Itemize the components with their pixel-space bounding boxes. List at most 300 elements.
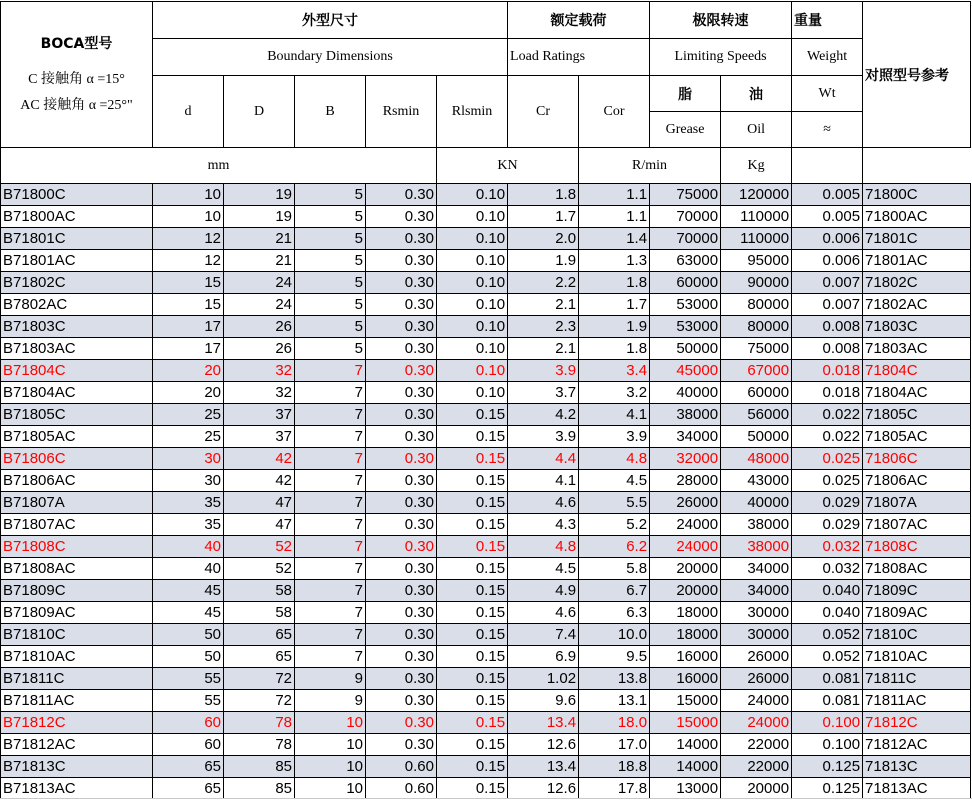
cell-grease-speed: 16000 [650, 646, 721, 668]
cell-weight: 0.018 [792, 382, 863, 404]
cell-reference: 71805AC [863, 426, 971, 448]
cell-cor: 1.9 [579, 316, 650, 338]
cell-B: 5 [295, 338, 366, 360]
cell-cor: 10.0 [579, 624, 650, 646]
cell-cr: 12.6 [508, 778, 579, 800]
weight-en-header: Weight [792, 39, 863, 76]
cell-oil-speed: 120000 [721, 184, 792, 206]
bearing-spec-table [0, 1, 971, 800]
cell-cor: 3.4 [579, 360, 650, 382]
cell-reference: 71811C [863, 668, 971, 690]
cell-model: B71807AC [1, 514, 153, 536]
cell-oil-speed: 75000 [721, 338, 792, 360]
cell-oil-speed: 34000 [721, 580, 792, 602]
cell-oil-speed: 30000 [721, 602, 792, 624]
cell-grease-speed: 70000 [650, 228, 721, 250]
col-B-header: B [295, 76, 366, 148]
cell-weight: 0.125 [792, 756, 863, 778]
cell-cor: 13.1 [579, 690, 650, 712]
cell-r1smin: 0.15 [437, 492, 508, 514]
cell-reference: 71802C [863, 272, 971, 294]
cell-oil-speed: 90000 [721, 272, 792, 294]
cell-cr: 4.3 [508, 514, 579, 536]
cell-reference: 71806AC [863, 470, 971, 492]
cell-d: 30 [153, 470, 224, 492]
cell-B: 7 [295, 580, 366, 602]
cell-cr: 9.6 [508, 690, 579, 712]
cell-grease-speed: 20000 [650, 558, 721, 580]
cell-cor: 1.8 [579, 338, 650, 360]
cell-d: 35 [153, 514, 224, 536]
cell-r1smin: 0.10 [437, 250, 508, 272]
cell-model: B71801AC [1, 250, 153, 272]
cell-weight: 0.006 [792, 228, 863, 250]
cell-cor: 1.4 [579, 228, 650, 250]
cell-reference: 71807AC [863, 514, 971, 536]
cell-cor: 17.0 [579, 734, 650, 756]
cell-cr: 4.8 [508, 536, 579, 558]
cell-rsmin: 0.30 [366, 294, 437, 316]
table-row [1, 734, 971, 756]
cell-r1smin: 0.10 [437, 382, 508, 404]
cell-B: 7 [295, 624, 366, 646]
cell-weight: 0.005 [792, 184, 863, 206]
table-row [1, 360, 971, 382]
cell-B: 9 [295, 690, 366, 712]
cell-B: 7 [295, 536, 366, 558]
cell-cor: 17.8 [579, 778, 650, 800]
cell-rsmin: 0.30 [366, 734, 437, 756]
cell-cr: 13.4 [508, 712, 579, 734]
cell-cr: 2.2 [508, 272, 579, 294]
cell-rsmin: 0.60 [366, 756, 437, 778]
cell-grease-speed: 26000 [650, 492, 721, 514]
cell-weight: 0.125 [792, 778, 863, 800]
wt-header: Wt [792, 76, 863, 112]
cell-cr: 4.6 [508, 492, 579, 514]
cell-B: 5 [295, 228, 366, 250]
cell-d: 15 [153, 272, 224, 294]
cell-D: 58 [224, 580, 295, 602]
cell-weight: 0.007 [792, 294, 863, 316]
cell-rsmin: 0.30 [366, 602, 437, 624]
cell-r1smin: 0.15 [437, 690, 508, 712]
cell-model: B71807A [1, 492, 153, 514]
cell-model: B71810C [1, 624, 153, 646]
cell-reference: 71805C [863, 404, 971, 426]
cell-D: 58 [224, 602, 295, 624]
cell-grease-speed: 24000 [650, 536, 721, 558]
cell-cor: 5.8 [579, 558, 650, 580]
cell-D: 21 [224, 228, 295, 250]
cell-cr: 1.8 [508, 184, 579, 206]
cell-reference: 71808C [863, 536, 971, 558]
unit-kn: KN [437, 148, 579, 184]
cell-cor: 13.8 [579, 668, 650, 690]
cell-cor: 3.2 [579, 382, 650, 404]
cell-rsmin: 0.60 [366, 778, 437, 800]
cell-D: 32 [224, 382, 295, 404]
table-row [1, 404, 971, 426]
cell-oil-speed: 110000 [721, 206, 792, 228]
table-row [1, 602, 971, 624]
cell-weight: 0.022 [792, 426, 863, 448]
cell-d: 40 [153, 536, 224, 558]
cell-reference: 71800AC [863, 206, 971, 228]
cell-grease-speed: 16000 [650, 668, 721, 690]
cell-D: 85 [224, 778, 295, 800]
cell-grease-speed: 60000 [650, 272, 721, 294]
cell-model: B71811AC [1, 690, 153, 712]
cell-reference: 71809C [863, 580, 971, 602]
cell-cor: 4.8 [579, 448, 650, 470]
cell-d: 25 [153, 404, 224, 426]
contact-angle-c: C 接触角 α =15° [28, 71, 125, 87]
cell-r1smin: 0.10 [437, 184, 508, 206]
cell-model: B71804AC [1, 382, 153, 404]
table-row [1, 646, 971, 668]
cell-cr: 3.9 [508, 426, 579, 448]
cell-grease-speed: 24000 [650, 514, 721, 536]
grease-cn-header: 脂 [650, 76, 721, 112]
cell-weight: 0.081 [792, 690, 863, 712]
cell-model: B71806AC [1, 470, 153, 492]
table-row [1, 250, 971, 272]
table-row [1, 492, 971, 514]
cell-d: 65 [153, 756, 224, 778]
oil-cn-header: 油 [721, 76, 792, 112]
cell-cr: 3.9 [508, 360, 579, 382]
cell-weight: 0.018 [792, 360, 863, 382]
cell-B: 5 [295, 294, 366, 316]
cell-B: 7 [295, 558, 366, 580]
unit-kg: Kg [721, 148, 792, 184]
cell-cr: 13.4 [508, 756, 579, 778]
cell-cr: 3.7 [508, 382, 579, 404]
cell-reference: 71804AC [863, 382, 971, 404]
cell-r1smin: 0.10 [437, 338, 508, 360]
cell-r1smin: 0.15 [437, 624, 508, 646]
cell-reference: 71800C [863, 184, 971, 206]
cell-oil-speed: 50000 [721, 426, 792, 448]
cell-oil-speed: 67000 [721, 360, 792, 382]
table-row [1, 536, 971, 558]
cell-model: B71805AC [1, 426, 153, 448]
table-row [1, 426, 971, 448]
table-row [1, 206, 971, 228]
cell-cr: 2.1 [508, 338, 579, 360]
cell-reference: 71810C [863, 624, 971, 646]
cell-cr: 2.1 [508, 294, 579, 316]
cell-rsmin: 0.30 [366, 712, 437, 734]
cell-D: 32 [224, 360, 295, 382]
cell-cor: 1.3 [579, 250, 650, 272]
cell-cr: 4.5 [508, 558, 579, 580]
cell-r1smin: 0.15 [437, 558, 508, 580]
table-row [1, 338, 971, 360]
table-row [1, 272, 971, 294]
cell-oil-speed: 26000 [721, 668, 792, 690]
cell-r1smin: 0.15 [437, 646, 508, 668]
cell-rsmin: 0.30 [366, 624, 437, 646]
cell-grease-speed: 53000 [650, 294, 721, 316]
cell-weight: 0.025 [792, 470, 863, 492]
cell-weight: 0.022 [792, 404, 863, 426]
cell-model: B71803C [1, 316, 153, 338]
cell-weight: 0.029 [792, 492, 863, 514]
cell-r1smin: 0.15 [437, 580, 508, 602]
cell-model: B71803AC [1, 338, 153, 360]
cell-D: 37 [224, 404, 295, 426]
cell-r1smin: 0.15 [437, 536, 508, 558]
cell-r1smin: 0.15 [437, 668, 508, 690]
cell-B: 10 [295, 712, 366, 734]
cell-grease-speed: 32000 [650, 448, 721, 470]
cell-weight: 0.081 [792, 668, 863, 690]
col-r1smin-header: Rlsmin [437, 76, 508, 148]
table-row [1, 448, 971, 470]
cell-D: 24 [224, 272, 295, 294]
speed-en-header: Limiting Speeds [650, 39, 792, 76]
cell-rsmin: 0.30 [366, 272, 437, 294]
cell-reference: 71801AC [863, 250, 971, 272]
cell-model: B71810AC [1, 646, 153, 668]
cell-reference: 71813AC [863, 778, 971, 800]
cell-weight: 0.100 [792, 712, 863, 734]
cell-cr: 1.9 [508, 250, 579, 272]
cell-d: 25 [153, 426, 224, 448]
cell-weight: 0.032 [792, 558, 863, 580]
cell-model: B71809AC [1, 602, 153, 624]
cell-rsmin: 0.30 [366, 382, 437, 404]
cell-rsmin: 0.30 [366, 536, 437, 558]
cell-rsmin: 0.30 [366, 426, 437, 448]
cell-B: 10 [295, 778, 366, 800]
weight-cn-header: 重量 [792, 2, 863, 39]
load-en-header: Load Ratings [508, 39, 650, 76]
cell-r1smin: 0.15 [437, 712, 508, 734]
cell-oil-speed: 26000 [721, 646, 792, 668]
cell-B: 7 [295, 382, 366, 404]
cell-D: 24 [224, 294, 295, 316]
table-row [1, 690, 971, 712]
model-title: BOCA型号 [40, 35, 113, 52]
cell-B: 10 [295, 734, 366, 756]
cell-model: B71801C [1, 228, 153, 250]
cell-oil-speed: 38000 [721, 536, 792, 558]
cell-cr: 4.9 [508, 580, 579, 602]
cell-r1smin: 0.10 [437, 228, 508, 250]
cell-cr: 2.0 [508, 228, 579, 250]
col-D-header: D [224, 76, 295, 148]
cell-grease-speed: 28000 [650, 470, 721, 492]
cell-D: 78 [224, 712, 295, 734]
cell-model: B71805C [1, 404, 153, 426]
cell-D: 72 [224, 668, 295, 690]
cell-model: B71806C [1, 448, 153, 470]
cell-cor: 1.8 [579, 272, 650, 294]
cell-B: 10 [295, 756, 366, 778]
cell-D: 78 [224, 734, 295, 756]
table-row [1, 470, 971, 492]
cell-B: 7 [295, 360, 366, 382]
cell-cr: 4.1 [508, 470, 579, 492]
cell-rsmin: 0.30 [366, 250, 437, 272]
cell-grease-speed: 15000 [650, 690, 721, 712]
cell-grease-speed: 14000 [650, 756, 721, 778]
dims-en-header: Boundary Dimensions [153, 39, 508, 76]
cell-rsmin: 0.30 [366, 580, 437, 602]
cell-B: 9 [295, 668, 366, 690]
cell-weight: 0.007 [792, 272, 863, 294]
cell-B: 7 [295, 602, 366, 624]
cell-d: 20 [153, 382, 224, 404]
table-row [1, 668, 971, 690]
cell-weight: 0.006 [792, 250, 863, 272]
cell-rsmin: 0.30 [366, 448, 437, 470]
cell-oil-speed: 80000 [721, 316, 792, 338]
cell-model: B71812AC [1, 734, 153, 756]
cell-rsmin: 0.30 [366, 470, 437, 492]
cell-reference: 71802AC [863, 294, 971, 316]
cell-B: 7 [295, 470, 366, 492]
cell-weight: 0.008 [792, 316, 863, 338]
cell-grease-speed: 38000 [650, 404, 721, 426]
cell-weight: 0.005 [792, 206, 863, 228]
cell-oil-speed: 80000 [721, 294, 792, 316]
cell-model: B71808C [1, 536, 153, 558]
cell-r1smin: 0.10 [437, 316, 508, 338]
cell-r1smin: 0.10 [437, 294, 508, 316]
table-row [1, 228, 971, 250]
cell-r1smin: 0.10 [437, 360, 508, 382]
cell-reference: 71810AC [863, 646, 971, 668]
cell-model: B7802AC [1, 294, 153, 316]
cell-D: 26 [224, 338, 295, 360]
col-d-header: d [153, 76, 224, 148]
cell-cor: 1.7 [579, 294, 650, 316]
cell-B: 7 [295, 646, 366, 668]
cell-D: 47 [224, 492, 295, 514]
cell-grease-speed: 15000 [650, 712, 721, 734]
cell-oil-speed: 24000 [721, 712, 792, 734]
cell-B: 7 [295, 426, 366, 448]
cell-r1smin: 0.15 [437, 426, 508, 448]
cell-model: B71813AC [1, 778, 153, 800]
col-cr-header: Cr [508, 76, 579, 148]
cell-d: 10 [153, 184, 224, 206]
reference-header: 对照型号参考 [863, 2, 971, 148]
cell-grease-speed: 20000 [650, 580, 721, 602]
cell-D: 42 [224, 448, 295, 470]
cell-r1smin: 0.15 [437, 756, 508, 778]
cell-d: 45 [153, 580, 224, 602]
cell-d: 30 [153, 448, 224, 470]
cell-cor: 4.5 [579, 470, 650, 492]
cell-d: 15 [153, 294, 224, 316]
approx-header: ≈ [792, 112, 863, 148]
cell-cor: 4.1 [579, 404, 650, 426]
cell-weight: 0.032 [792, 536, 863, 558]
cell-grease-speed: 34000 [650, 426, 721, 448]
cell-cr: 2.3 [508, 316, 579, 338]
cell-rsmin: 0.30 [366, 228, 437, 250]
cell-rsmin: 0.30 [366, 338, 437, 360]
cell-rsmin: 0.30 [366, 492, 437, 514]
cell-reference: 71807A [863, 492, 971, 514]
cell-d: 35 [153, 492, 224, 514]
cell-cor: 6.7 [579, 580, 650, 602]
table-row [1, 558, 971, 580]
cell-B: 5 [295, 316, 366, 338]
cell-B: 5 [295, 272, 366, 294]
cell-oil-speed: 60000 [721, 382, 792, 404]
cell-oil-speed: 20000 [721, 778, 792, 800]
cell-d: 55 [153, 668, 224, 690]
cell-rsmin: 0.30 [366, 184, 437, 206]
cell-oil-speed: 95000 [721, 250, 792, 272]
cell-r1smin: 0.15 [437, 602, 508, 624]
cell-weight: 0.052 [792, 624, 863, 646]
table-row [1, 382, 971, 404]
cell-B: 7 [295, 492, 366, 514]
cell-D: 47 [224, 514, 295, 536]
cell-D: 65 [224, 646, 295, 668]
cell-rsmin: 0.30 [366, 206, 437, 228]
table-row [1, 316, 971, 338]
cell-D: 52 [224, 558, 295, 580]
cell-r1smin: 0.10 [437, 272, 508, 294]
cell-cor: 18.0 [579, 712, 650, 734]
oil-en-header: Oil [721, 112, 792, 148]
cell-r1smin: 0.15 [437, 448, 508, 470]
cell-rsmin: 0.30 [366, 668, 437, 690]
cell-cor: 1.1 [579, 184, 650, 206]
cell-cor: 18.8 [579, 756, 650, 778]
cell-B: 7 [295, 514, 366, 536]
cell-grease-speed: 45000 [650, 360, 721, 382]
cell-cor: 3.9 [579, 426, 650, 448]
col-rsmin-header: Rsmin [366, 76, 437, 148]
table-row [1, 514, 971, 536]
cell-oil-speed: 110000 [721, 228, 792, 250]
cell-grease-speed: 13000 [650, 778, 721, 800]
cell-d: 65 [153, 778, 224, 800]
cell-oil-speed: 30000 [721, 624, 792, 646]
cell-rsmin: 0.30 [366, 514, 437, 536]
cell-rsmin: 0.30 [366, 646, 437, 668]
cell-reference: 71812AC [863, 734, 971, 756]
cell-d: 12 [153, 250, 224, 272]
cell-r1smin: 0.15 [437, 404, 508, 426]
cell-oil-speed: 48000 [721, 448, 792, 470]
table-row [1, 294, 971, 316]
cell-r1smin: 0.15 [437, 470, 508, 492]
table-body [1, 184, 971, 800]
cell-cor: 1.1 [579, 206, 650, 228]
cell-model: B71800C [1, 184, 153, 206]
cell-reference: 71806C [863, 448, 971, 470]
cell-reference: 71809AC [863, 602, 971, 624]
cell-B: 7 [295, 404, 366, 426]
model-header [1, 2, 153, 148]
cell-model: B71809C [1, 580, 153, 602]
cell-grease-speed: 40000 [650, 382, 721, 404]
cell-cr: 6.9 [508, 646, 579, 668]
cell-rsmin: 0.30 [366, 316, 437, 338]
cell-D: 72 [224, 690, 295, 712]
cell-weight: 0.052 [792, 646, 863, 668]
